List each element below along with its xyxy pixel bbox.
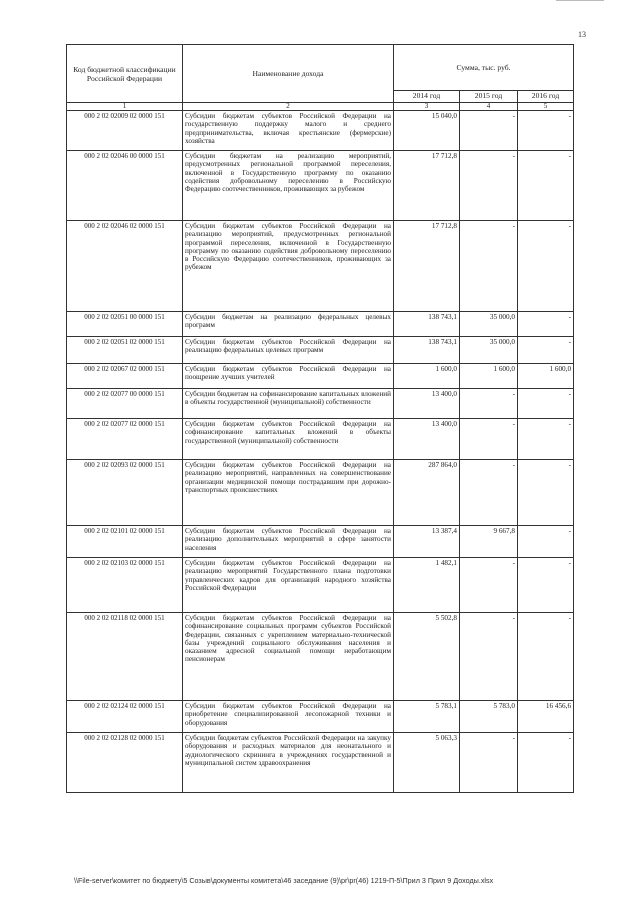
revenue-name-cell: Субсидии бюджетам на софинансирование капитальных вложений в объекты государственной (муниципальной) собственности <box>183 389 394 419</box>
budget-code-cell: 000 2 02 02093 02 0000 151 <box>67 460 183 526</box>
amount-2016-cell: - <box>518 526 574 558</box>
revenue-name-cell: Субсидии бюджетам на реализацию мероприятий, предусмотренных региональной программой переселения, включенной в Государственную программу по оказанию содействия добровольному переселению в Российскую Федерацию соотечественников, проживающих за рубежом <box>183 151 394 221</box>
amount-2014-cell: 138 743,1 <box>394 312 460 337</box>
table-row <box>67 389 574 419</box>
header-code: Код бюджетной классификации Российской Федерации <box>67 45 183 103</box>
table-row <box>67 419 574 460</box>
revenue-name-cell: Субсидии бюджетам субъектов Российской Федерации на закупку оборудования и расходных материалов для неонатального и аудиологического скрининга в учреждениях государственной и муниципальной систем здравоохранения <box>183 733 394 793</box>
amount-2016-cell: - <box>518 558 574 613</box>
table-row <box>67 733 574 793</box>
amount-2015-cell: - <box>460 111 518 151</box>
header-year-2016: 2016 год <box>518 91 574 103</box>
header-sum: Сумма, тыс. руб. <box>394 45 574 91</box>
top-edge-line <box>556 0 604 1</box>
budget-code-cell: 000 2 02 02101 02 0000 151 <box>67 526 183 558</box>
amount-2015-cell: - <box>460 221 518 312</box>
amount-2016-cell: - <box>518 221 574 312</box>
amount-2015-cell: - <box>460 419 518 460</box>
revenue-name-cell: Субсидии бюджетам субъектов Российской Федерации на реализацию мероприятий, направленных на совершенствование организации медицинской помощи пострадавшим при дорожно-транспортных происшествиях <box>183 460 394 526</box>
revenue-name-cell: Субсидии бюджетам субъектов Российской Федерации на приобретение специализированной лесопожарной техники и оборудования <box>183 701 394 733</box>
amount-2014-cell: 17 712,8 <box>394 151 460 221</box>
amount-2015-cell: 1 600,0 <box>460 364 518 389</box>
amount-2016-cell: - <box>518 613 574 701</box>
table-row <box>67 221 574 312</box>
revenue-name-cell: Субсидии бюджетам субъектов Российской Федерации на софинансирование капитальных вложений в объекты государственной (муниципальной) собственности <box>183 419 394 460</box>
amount-2015-cell: - <box>460 558 518 613</box>
amount-2014-cell: 138 743,1 <box>394 337 460 364</box>
budget-code-cell: 000 2 02 02077 02 0000 151 <box>67 419 183 460</box>
table-row <box>67 364 574 389</box>
col-number: 4 <box>460 103 518 111</box>
amount-2015-cell: 5 783,0 <box>460 701 518 733</box>
col-number: 1 <box>67 103 183 111</box>
revenue-name-cell: Субсидии бюджетам на реализацию федеральных целевых программ <box>183 312 394 337</box>
budget-code-cell: 000 2 02 02103 02 0000 151 <box>67 558 183 613</box>
revenue-table <box>66 44 574 793</box>
amount-2016-cell: - <box>518 337 574 364</box>
amount-2015-cell: - <box>460 613 518 701</box>
page-number: 13 <box>578 30 586 39</box>
amount-2014-cell: 13 400,0 <box>394 419 460 460</box>
amount-2014-cell: 13 400,0 <box>394 389 460 419</box>
header-year-2015: 2015 год <box>460 91 518 103</box>
amount-2016-cell: - <box>518 460 574 526</box>
amount-2016-cell: 16 456,6 <box>518 701 574 733</box>
budget-code-cell: 000 2 02 02067 02 0000 151 <box>67 364 183 389</box>
amount-2016-cell: - <box>518 151 574 221</box>
col-number: 5 <box>518 103 574 111</box>
col-number: 2 <box>183 103 394 111</box>
header-row <box>67 45 574 91</box>
budget-code-cell: 000 2 02 02046 00 0000 151 <box>67 151 183 221</box>
revenue-name-cell: Субсидии бюджетам субъектов Российской Федерации на реализацию федеральных целевых программ <box>183 337 394 364</box>
revenue-name-cell: Субсидии бюджетам субъектов Российской Федерации на софинансирование социальных программ субъектов Российской Федерации, связанных с укреплением материально-технической базы учреждений социального обслуживания населения и оказанием адресной социальной помощи неработающим пенсионерам <box>183 613 394 701</box>
table-row <box>67 312 574 337</box>
amount-2015-cell: - <box>460 151 518 221</box>
amount-2016-cell: - <box>518 111 574 151</box>
budget-code-cell: 000 2 02 02124 02 0000 151 <box>67 701 183 733</box>
amount-2014-cell: 5 502,8 <box>394 613 460 701</box>
file-path-footer: \\File-server\комитет по бюджету\5 Созыв\документы комитета\46 заседание (9)\pr\pr(46) 1219-П-5\Прил 3 Прил 9 Доходы.xlsx <box>74 876 494 885</box>
table-row <box>67 613 574 701</box>
amount-2015-cell: - <box>460 733 518 793</box>
amount-2015-cell: 35 000,0 <box>460 312 518 337</box>
amount-2015-cell: - <box>460 460 518 526</box>
revenue-name-cell: Субсидии бюджетам субъектов Российской Федерации на поощрение лучших учителей <box>183 364 394 389</box>
revenue-name-cell: Субсидии бюджетам субъектов Российской Федерации на реализацию мероприятий, предусмотренных региональной программой переселения, включенной в Государственную программу по оказанию содействия добровольному переселению в Российскую Федерацию соотечественников, проживающих за рубежом <box>183 221 394 312</box>
amount-2016-cell: - <box>518 312 574 337</box>
table-row <box>67 701 574 733</box>
amount-2014-cell: 17 712,8 <box>394 221 460 312</box>
col-number: 3 <box>394 103 460 111</box>
table-row <box>67 151 574 221</box>
amount-2014-cell: 5 783,1 <box>394 701 460 733</box>
revenue-name-cell: Субсидии бюджетам субъектов Российской Федерации на государственную поддержку малого и среднего предпринимательства, включая крестьянские (фермерские) хозяйства <box>183 111 394 151</box>
header-name: Наименование дохода <box>183 45 394 103</box>
amount-2016-cell: - <box>518 389 574 419</box>
budget-code-cell: 000 2 02 02128 02 0000 151 <box>67 733 183 793</box>
column-numbers-row <box>67 103 574 111</box>
amount-2014-cell: 15 040,0 <box>394 111 460 151</box>
amount-2015-cell: - <box>460 389 518 419</box>
revenue-name-cell: Субсидии бюджетам субъектов Российской Федерации на реализацию мероприятий Государственного плана подготовки управленческих кадров для организаций народного хозяйства Российской Федерации <box>183 558 394 613</box>
revenue-name-cell: Субсидии бюджетам субъектов Российской Федерации на реализацию дополнительных мероприятий в сфере занятости населения <box>183 526 394 558</box>
amount-2014-cell: 287 864,0 <box>394 460 460 526</box>
budget-code-cell: 000 2 02 02077 00 0000 151 <box>67 389 183 419</box>
amount-2016-cell: 1 600,0 <box>518 364 574 389</box>
table-row <box>67 337 574 364</box>
amount-2014-cell: 13 387,4 <box>394 526 460 558</box>
budget-code-cell: 000 2 02 02051 02 0000 151 <box>67 337 183 364</box>
amount-2014-cell: 1 482,1 <box>394 558 460 613</box>
budget-code-cell: 000 2 02 02009 02 0000 151 <box>67 111 183 151</box>
amount-2014-cell: 5 063,3 <box>394 733 460 793</box>
amount-2016-cell: - <box>518 733 574 793</box>
amount-2016-cell: - <box>518 419 574 460</box>
budget-code-cell: 000 2 02 02051 00 0000 151 <box>67 312 183 337</box>
table-row <box>67 558 574 613</box>
table-row <box>67 460 574 526</box>
budget-code-cell: 000 2 02 02118 02 0000 151 <box>67 613 183 701</box>
table-row <box>67 526 574 558</box>
budget-code-cell: 000 2 02 02046 02 0000 151 <box>67 221 183 312</box>
table-row <box>67 111 574 151</box>
amount-2015-cell: 35 000,0 <box>460 337 518 364</box>
amount-2014-cell: 1 600,0 <box>394 364 460 389</box>
amount-2015-cell: 9 667,8 <box>460 526 518 558</box>
header-year-2014: 2014 год <box>394 91 460 103</box>
